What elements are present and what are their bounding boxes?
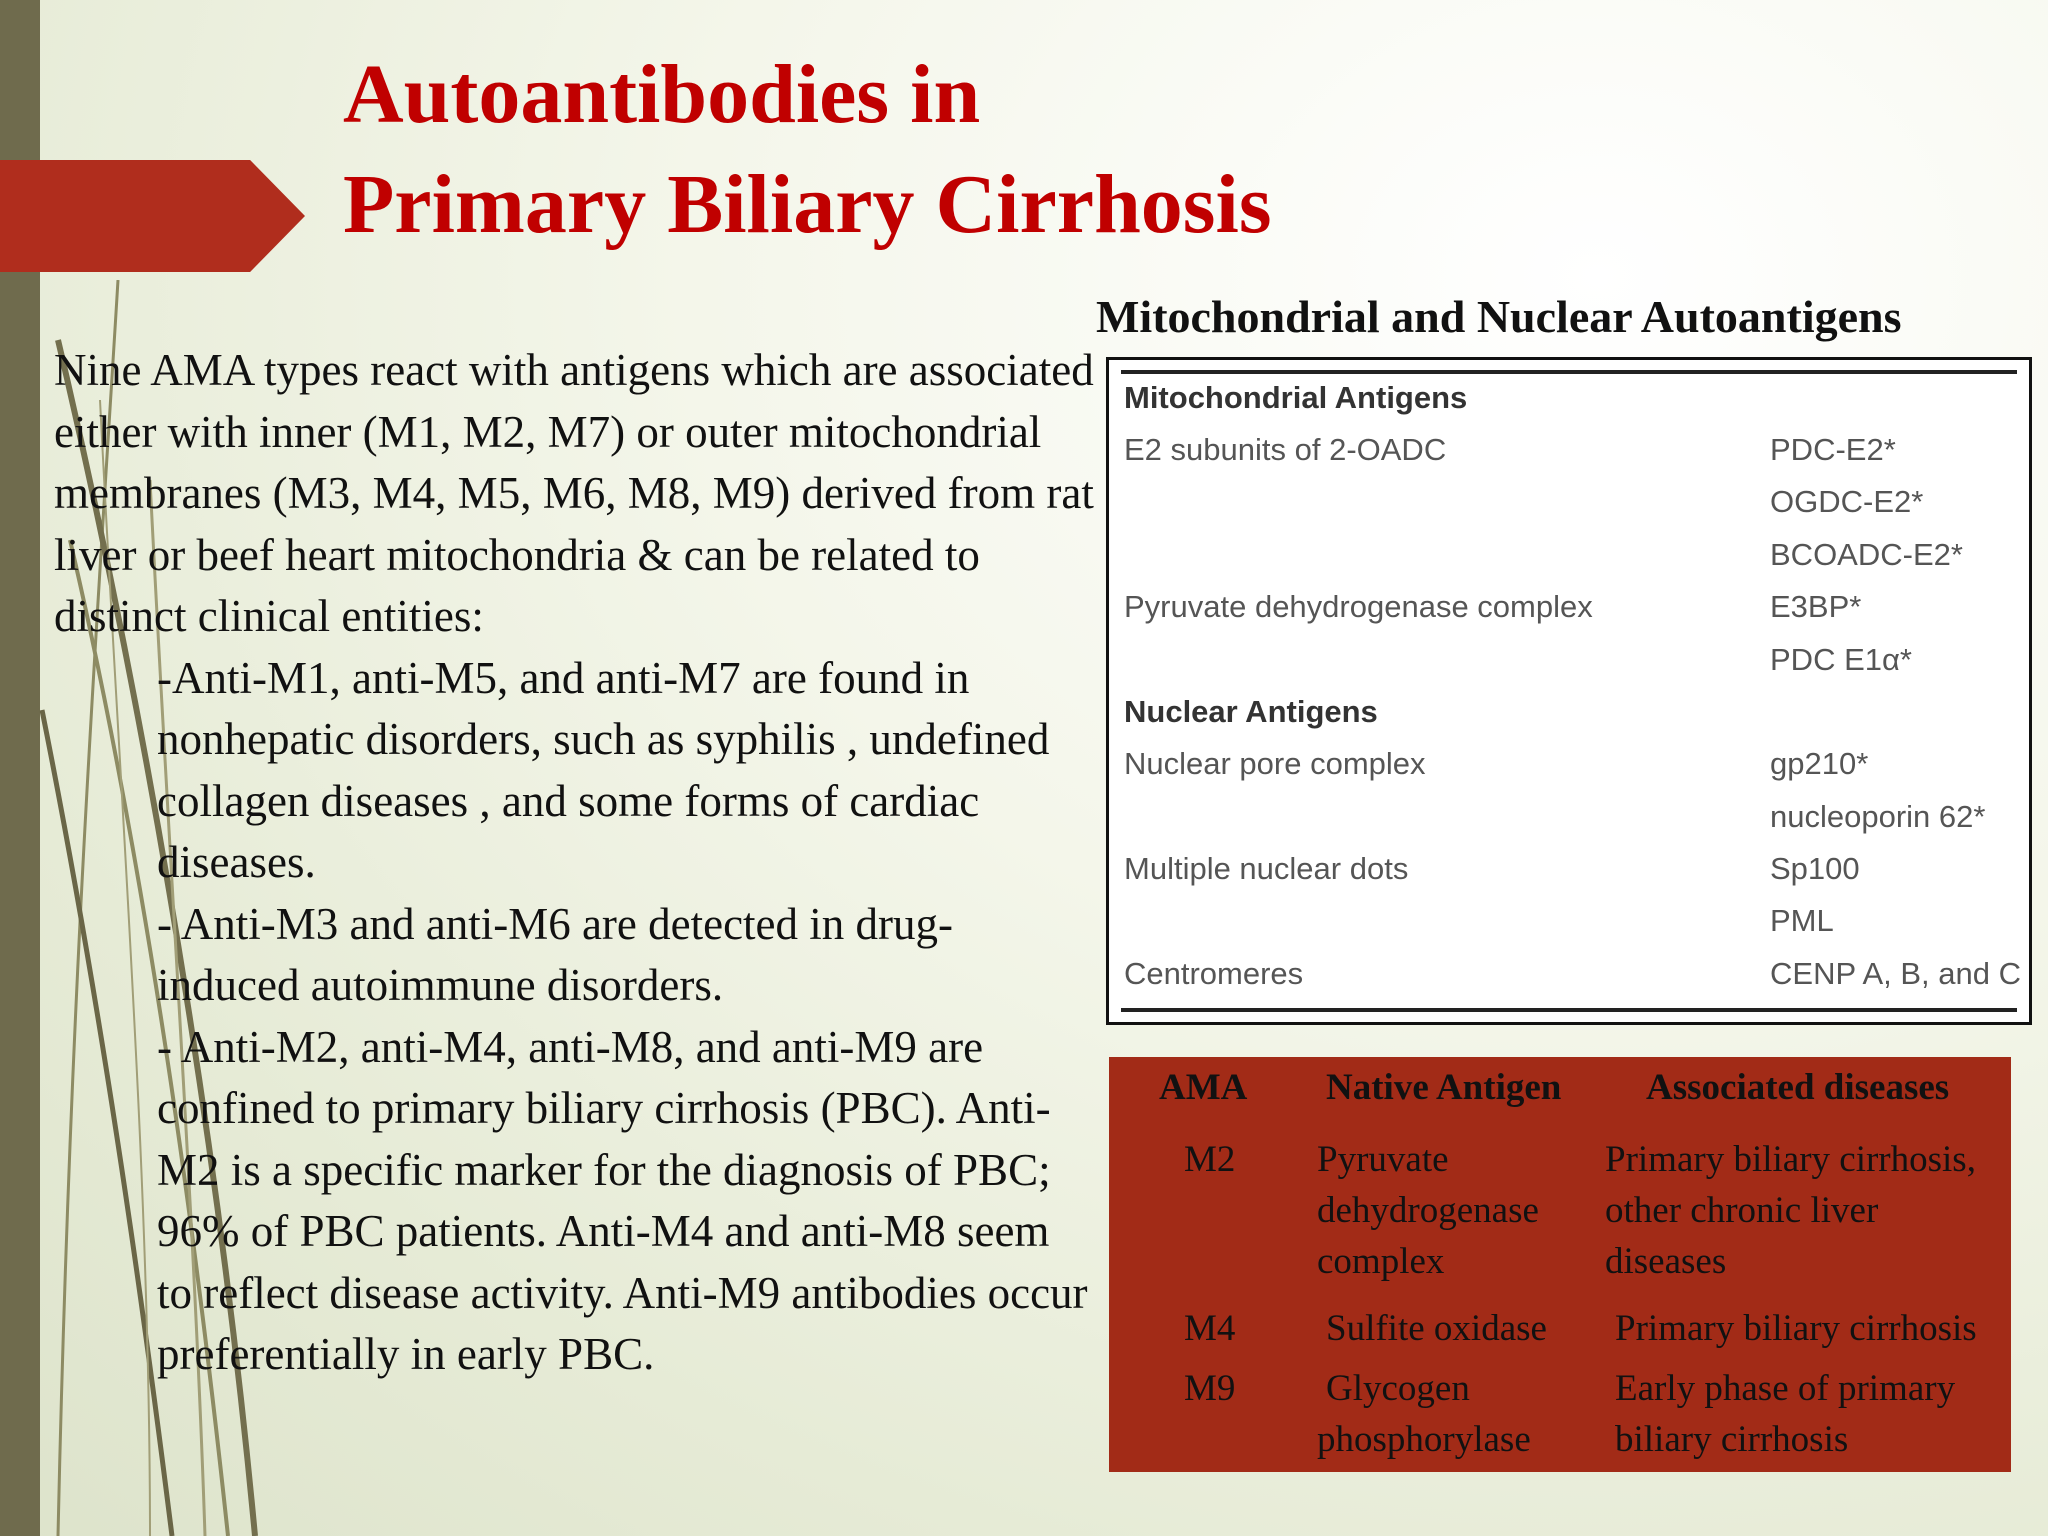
title-line-2: Primary Biliary Cirrhosis: [343, 158, 1272, 251]
point-pbc: - Anti-M2, anti-M4, anti-M8, and anti-M9 are confined to primary biliary cirrhosis (PBC). Anti-M2 is a specific marker for the diagnosis of PBC; 96% of PBC patients. Anti-M4 and anti-M8 seem to reflect disease activity. Anti-M9 antibodies occur preferentially in early PBC.: [157, 1021, 1088, 1379]
row-right: BCOADC-E2*: [1770, 537, 1963, 572]
table-rule-top: [1121, 370, 2017, 374]
row-right: OGDC-E2*: [1770, 484, 1924, 519]
ama-code: M4: [1184, 1308, 1236, 1349]
header-ama: AMA: [1159, 1067, 1248, 1108]
row-right: E3BP*: [1770, 589, 1862, 624]
antigen-line: dehydrogenase: [1317, 1190, 1539, 1231]
row-left: Centromeres: [1124, 956, 1304, 991]
antigen-line: Sulfite oxidase: [1326, 1308, 1547, 1349]
antigen-line: Pyruvate: [1317, 1139, 1449, 1180]
row-right: PDC-E2*: [1770, 432, 1896, 467]
body-text: [54, 340, 1094, 1386]
row-left: Nuclear pore complex: [1124, 746, 1426, 781]
header-native-antigen: Native Antigen: [1326, 1067, 1562, 1108]
disease-line: Primary biliary cirrhosis: [1615, 1308, 1977, 1349]
disease-line: biliary cirrhosis: [1615, 1419, 1849, 1460]
antigen-table-heading: Mitochondrial and Nuclear Autoantigens: [1096, 291, 1902, 342]
point-drug-induced: - Anti-M3 and anti-M6 are detected in drug-induced autoimmune disorders.: [157, 898, 954, 1010]
row-right: PDC E1α*: [1770, 642, 1912, 677]
row-right: PML: [1770, 903, 1834, 938]
row-right: gp210*: [1770, 746, 1869, 781]
row-left: Pyruvate dehydrogenase complex: [1124, 589, 1593, 624]
intro-paragraph: Nine AMA types react with antigens which are associated either with inner (M1, M2, M7) or outer mitochondrial membranes (M3, M4, M5, M6, M8, M9) derived from rat liver or beef heart mitochondria & can be related to distinct clinical entities:: [54, 345, 1094, 641]
ama-code: M2: [1184, 1139, 1236, 1180]
ama-table: [1109, 1057, 2011, 1472]
point-nonhepatic: -Anti-M1, anti-M5, and anti-M7 are found in nonhepatic disorders, such as syphilis , undefined collagen diseases , and some forms of cardiac diseases.: [157, 652, 1050, 887]
slide-title: [343, 40, 1272, 260]
disease-line: Primary biliary cirrhosis,: [1605, 1139, 1976, 1180]
header-associated-diseases: Associated diseases: [1646, 1067, 1950, 1108]
row-right: CENP A, B, and C: [1770, 956, 2021, 991]
arrow-banner: [0, 160, 305, 272]
title-line-1: Autoantibodies in: [343, 48, 981, 141]
antigen-line: phosphorylase: [1317, 1419, 1531, 1460]
antigen-line: complex: [1317, 1241, 1445, 1282]
antigen-table: [1106, 357, 2032, 1025]
row-right: Sp100: [1770, 851, 1860, 886]
disease-line: diseases: [1605, 1241, 1727, 1282]
disease-line: other chronic liver: [1605, 1190, 1879, 1231]
row-left: E2 subunits of 2-OADC: [1124, 432, 1447, 467]
ama-code: M9: [1184, 1368, 1236, 1409]
antigen-line: Glycogen: [1326, 1368, 1470, 1409]
row-left: Multiple nuclear dots: [1124, 851, 1409, 886]
table-rule-bottom: [1121, 1008, 2017, 1012]
mitochondrial-antigens-header: Mitochondrial Antigens: [1124, 380, 1468, 415]
row-right: nucleoporin 62*: [1770, 799, 1986, 834]
disease-line: Early phase of primary: [1615, 1368, 1956, 1409]
nuclear-antigens-header: Nuclear Antigens: [1124, 694, 1378, 729]
